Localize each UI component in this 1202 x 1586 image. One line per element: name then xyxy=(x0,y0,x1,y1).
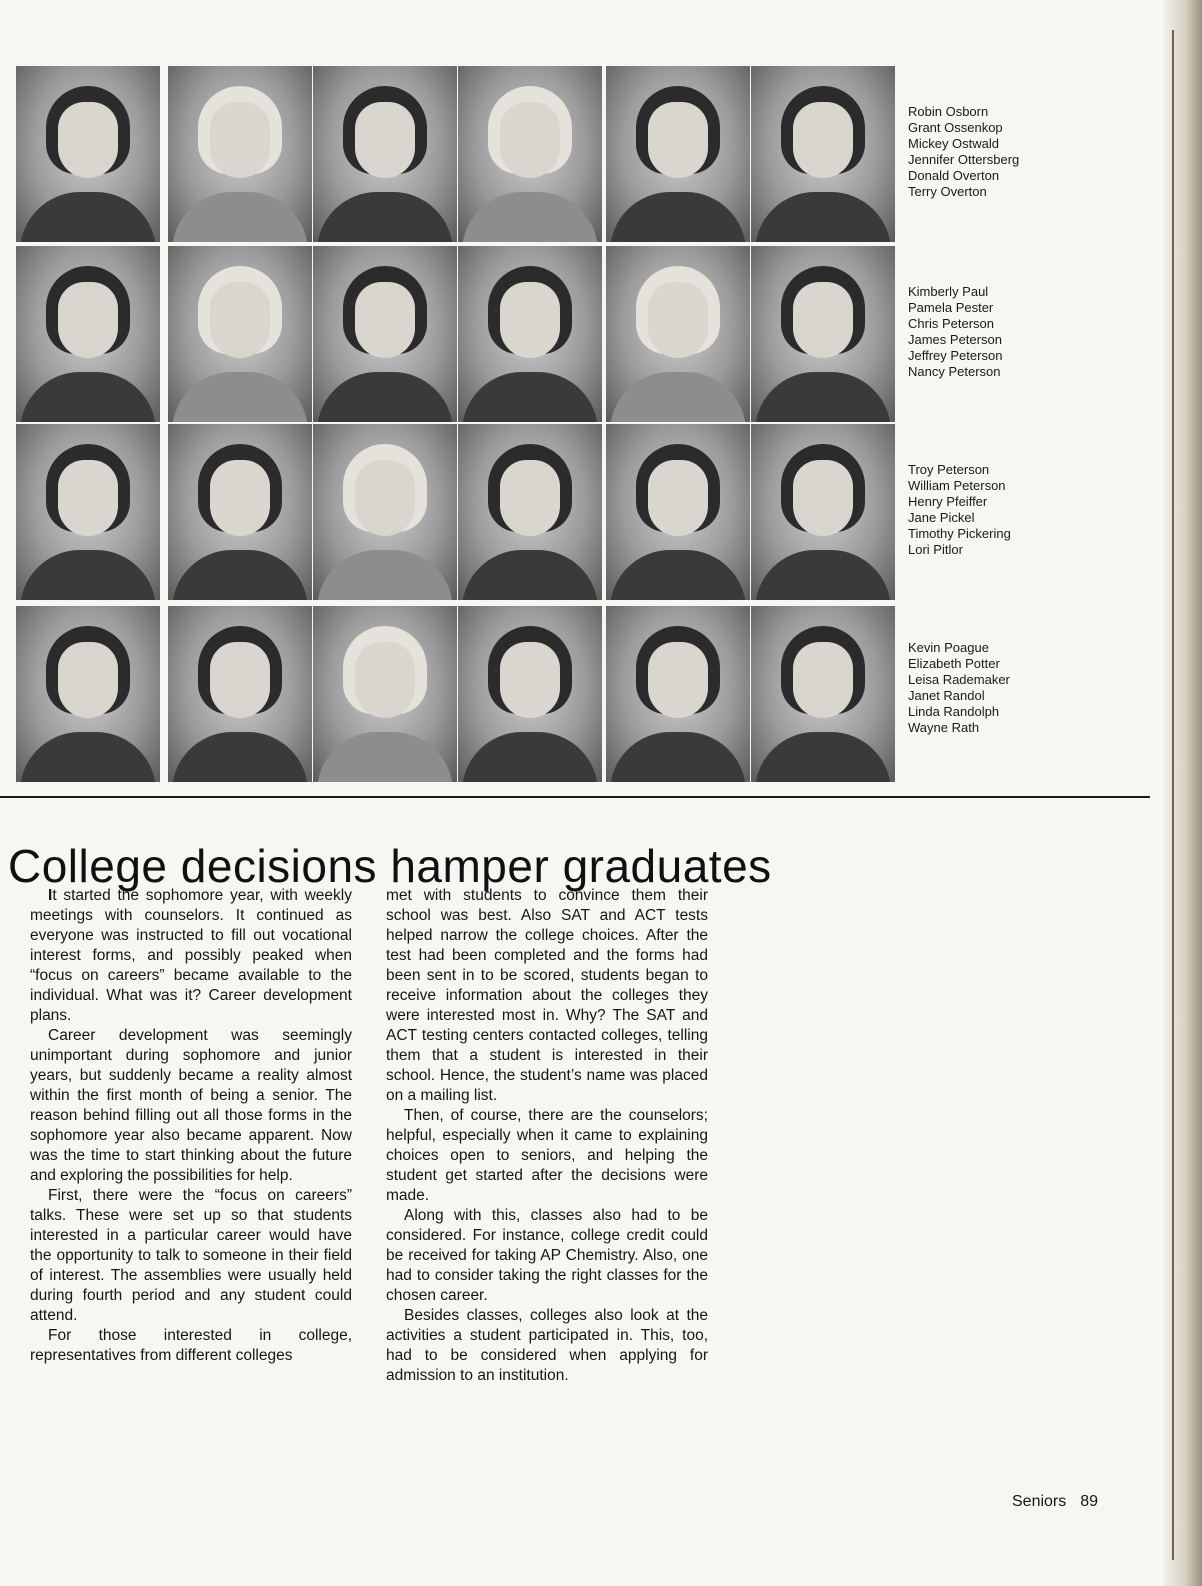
name-list-row-3 xyxy=(908,462,1011,558)
student-name: Kevin Poague xyxy=(908,640,989,655)
article-headline: College decisions hamper graduates xyxy=(8,839,772,892)
student-name: Henry Pfeiffer xyxy=(908,494,988,509)
student-name: Lori Pitlor xyxy=(908,542,963,557)
student-name: Troy Peterson xyxy=(908,462,990,477)
student-name: James Peterson xyxy=(908,332,1002,347)
student-portrait xyxy=(313,66,457,242)
student-name: Grant Ossenkop xyxy=(908,120,1003,135)
student-name: Kimberly Paul xyxy=(908,284,989,299)
article-paragraph: met with students to convince them their school was best. Also SAT and ACT tests helped narrow the college choices. After the test had been completed and the forms had been sent in to be scored, students began to receive information about the colleges they were interested most in. Why? The SAT and ACT testing centers contacted colleges, telling them that a student is interested in their school. Hence, the student’s name was placed on a mailing list. xyxy=(386,887,708,1104)
student-portrait xyxy=(751,246,895,422)
section-label: Seniors xyxy=(1012,1493,1067,1510)
student-portrait xyxy=(751,66,895,242)
student-portrait xyxy=(458,66,602,242)
student-portrait xyxy=(751,606,895,782)
student-name: Robin Osborn xyxy=(908,104,989,119)
student-name: Janet Randol xyxy=(908,688,985,703)
article-paragraph: It started the sophomore year, with weekly meetings with counselors. It continued as everyone was instructed to fill out vocational interest forms, and possibly peaked when “focus on careers” became available to the individual. What was it? Career development plans. xyxy=(30,887,352,1024)
student-portrait xyxy=(606,66,750,242)
photo-row-3 xyxy=(16,424,896,600)
student-name: Elizabeth Potter xyxy=(908,656,1000,671)
student-portrait xyxy=(458,606,602,782)
student-portrait xyxy=(16,66,160,242)
student-name: Timothy Pickering xyxy=(908,526,1011,541)
page-binding-edge xyxy=(1164,0,1202,1586)
photo-row-1 xyxy=(16,66,896,242)
student-portrait xyxy=(168,246,312,422)
student-name: Chris Peterson xyxy=(908,316,994,331)
student-name: Mickey Ostwald xyxy=(908,136,1000,151)
student-portrait xyxy=(168,66,312,242)
name-list-row-1 xyxy=(908,104,1019,200)
name-list-row-4 xyxy=(908,640,1010,736)
student-name: Linda Randolph xyxy=(908,704,1000,719)
article-column-2 xyxy=(386,886,708,1386)
student-name: Pamela Pester xyxy=(908,300,994,315)
student-portrait xyxy=(168,606,312,782)
page-footer xyxy=(1012,1493,1098,1511)
student-name: Leisa Rademaker xyxy=(908,672,1010,687)
student-name: William Peterson xyxy=(908,478,1006,493)
student-name: Donald Overton xyxy=(908,168,1000,183)
student-name: Wayne Rath xyxy=(908,720,980,735)
student-name: Jeffrey Peterson xyxy=(908,348,1003,363)
name-list-row-2 xyxy=(908,284,1002,380)
article-column-1 xyxy=(30,886,352,1366)
student-portrait xyxy=(313,606,457,782)
article-paragraph: Career development was seemingly unimportant during sophomore and junior years, but suddenly became a reality almost within the first month of being a senior. The reason behind filling out all those forms in the sophomore year also became apparent. Now was the time to start thinking about the future and exploring the possibilities for help. xyxy=(30,1027,352,1184)
student-portrait xyxy=(751,424,895,600)
student-name: Jennifer Ottersberg xyxy=(908,152,1020,167)
student-portrait xyxy=(168,424,312,600)
article-paragraph: Besides classes, colleges also look at the activities a student participated in. This, too, had to be considered when applying for admission to an institution. xyxy=(386,1307,708,1384)
student-portrait xyxy=(16,246,160,422)
student-name: Nancy Peterson xyxy=(908,364,1001,379)
student-portrait xyxy=(313,424,457,600)
photo-row-2 xyxy=(16,246,896,422)
photo-row-4 xyxy=(16,606,896,782)
student-name: Terry Overton xyxy=(908,184,987,199)
student-portrait xyxy=(606,424,750,600)
article-paragraph: For those interested in college, representatives from different colleges xyxy=(30,1327,352,1364)
page-number: 89 xyxy=(1080,1493,1099,1510)
student-portrait xyxy=(458,246,602,422)
student-portrait xyxy=(313,246,457,422)
student-name: Jane Pickel xyxy=(908,510,975,525)
student-portrait xyxy=(16,606,160,782)
article-paragraph: First, there were the “focus on careers” talks. These were set up so that students interested in a particular career would have the opportunity to talk to someone in their field of interest. The assemblies were usually held during fourth period and any student could attend. xyxy=(30,1187,352,1324)
student-portrait xyxy=(606,606,750,782)
article-paragraph: Then, of course, there are the counselors; helpful, especially when it came to explaining choices open to seniors, and helping the student get started after the decisions were made. xyxy=(386,1107,708,1204)
page-edge-line xyxy=(1172,30,1174,1560)
student-portrait xyxy=(606,246,750,422)
student-portrait xyxy=(16,424,160,600)
student-portrait xyxy=(458,424,602,600)
article-paragraph: Along with this, classes also had to be considered. For instance, college credit could be received for taking AP Chemistry. Also, one had to consider taking the right classes for the chosen career. xyxy=(386,1207,708,1304)
section-divider xyxy=(0,796,1150,798)
